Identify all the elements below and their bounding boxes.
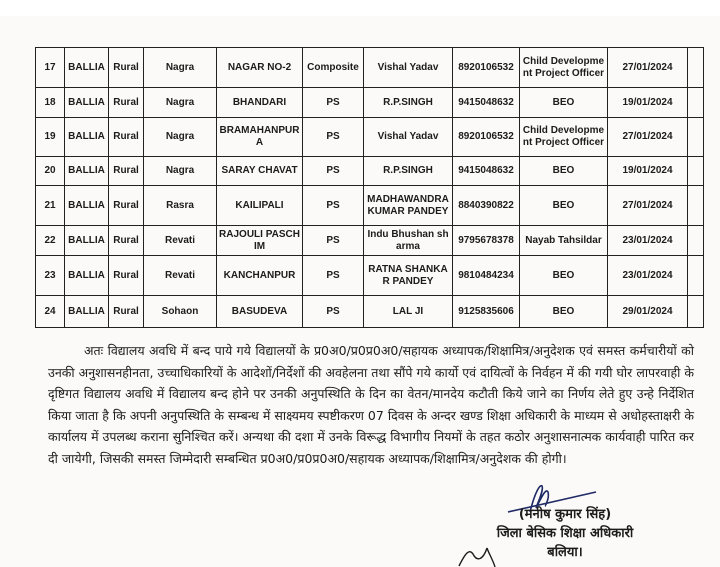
serial-cell: 17 [36,48,65,88]
area-cell: Rural [109,48,144,88]
table-row [36,157,704,186]
phone-cell: 8840390822 [453,186,520,226]
school-cell: KANCHANPUR [217,256,303,296]
school-cell: RAJOULI PASCHIM [217,226,303,256]
officer-cell: LAL JI [364,296,453,328]
date-cell: 23/01/2024 [608,256,688,296]
block-cell: Nagra [144,118,217,157]
serial-cell: 24 [36,296,65,328]
designation-cell: BEO [520,256,608,296]
table-row [36,118,704,157]
serial-cell: 22 [36,226,65,256]
school-cell: BHANDARI [217,88,303,118]
extra-cell [688,256,704,296]
district-cell: BALLIA [65,296,109,328]
officer-cell: RATNA SHANKAR PANDEY [364,256,453,296]
extra-cell [688,226,704,256]
district-cell: BALLIA [65,88,109,118]
area-cell: Rural [109,186,144,226]
closed-schools-table [35,47,704,328]
area-cell: Rural [109,296,144,328]
officer-cell: R.P.SINGH [364,88,453,118]
date-cell: 27/01/2024 [608,186,688,226]
phone-cell: 9415048632 [453,88,520,118]
date-cell: 23/01/2024 [608,226,688,256]
signature-block [480,505,650,562]
date-cell: 27/01/2024 [608,48,688,88]
block-cell: Revati [144,226,217,256]
extra-cell [688,118,704,157]
table-row [36,88,704,118]
date-cell: 19/01/2024 [608,157,688,186]
block-cell: Nagra [144,88,217,118]
block-cell: Revati [144,256,217,296]
serial-cell: 23 [36,256,65,296]
extra-cell [688,48,704,88]
signatory-name: (मनीष कुमार सिंह) [518,507,612,522]
school-type-cell: Composite [303,48,364,88]
designation-cell: Nayab Tahsildar [520,226,608,256]
area-cell: Rural [109,157,144,186]
block-cell: Nagra [144,157,217,186]
serial-cell: 21 [36,186,65,226]
school-type-cell: PS [303,157,364,186]
area-cell: Rural [109,118,144,157]
school-cell: NAGAR NO-2 [217,48,303,88]
date-cell: 29/01/2024 [608,296,688,328]
serial-cell: 20 [36,157,65,186]
table-row [36,256,704,296]
district-cell: BALLIA [65,186,109,226]
serial-cell: 18 [36,88,65,118]
district-cell: BALLIA [65,226,109,256]
phone-cell: 9810484234 [453,256,520,296]
designation-cell: BEO [520,296,608,328]
officer-cell: R.P.SINGH [364,157,453,186]
officer-cell: Vishal Yadav [364,48,453,88]
table-row [36,48,704,88]
area-cell: Rural [109,88,144,118]
school-cell: BRAMAHANPURA [217,118,303,157]
designation-cell: Child Development Project Officer [520,48,608,88]
signatory-place: बलिया। [547,545,583,560]
extra-cell [688,186,704,226]
officer-cell: Indu Bhushan sharma [364,226,453,256]
officer-cell: Vishal Yadav [364,118,453,157]
area-cell: Rural [109,226,144,256]
designation-cell: BEO [520,186,608,226]
phone-cell: 9125835606 [453,296,520,328]
date-cell: 19/01/2024 [608,88,688,118]
table-row [36,186,704,226]
top-bar [0,0,720,16]
designation-cell: BEO [520,88,608,118]
school-type-cell: PS [303,186,364,226]
school-type-cell: PS [303,118,364,157]
table-row [36,226,704,256]
extra-cell [688,157,704,186]
school-cell: KAILIPALI [217,186,303,226]
block-cell: Nagra [144,48,217,88]
phone-cell: 9795678378 [453,226,520,256]
block-cell: Sohaon [144,296,217,328]
designation-cell: BEO [520,157,608,186]
date-cell: 27/01/2024 [608,118,688,157]
school-type-cell: PS [303,296,364,328]
school-type-cell: PS [303,88,364,118]
area-cell: Rural [109,256,144,296]
extra-cell [688,296,704,328]
phone-cell: 9415048632 [453,157,520,186]
signatory-title: जिला बेसिक शिक्षा अधिकारी [496,526,634,541]
phone-cell: 8920106532 [453,118,520,157]
district-cell: BALLIA [65,48,109,88]
district-cell: BALLIA [65,256,109,296]
extra-cell [688,88,704,118]
officer-cell: MADHAWANDRA KUMAR PANDEY [364,186,453,226]
school-type-cell: PS [303,226,364,256]
table-row [36,296,704,328]
school-type-cell: PS [303,256,364,296]
designation-cell: Child Development Project Officer [520,118,608,157]
serial-cell: 19 [36,118,65,157]
school-cell: BASUDEVA [217,296,303,328]
school-cell: SARAY CHAVAT [217,157,303,186]
order-paragraph: अतः विद्यालय अवधि में बन्द पाये गये विद्यालयों के प्र0अ0/प्र0प्र0अ0/सहायक अध्यापक/शिक्षामित्र/अनुदेशक एवं समस्त कर्मचारीयों को उनकी अनुशासनहीनता, उच्चाधिकारियों के आदेशों/निर्देशों की अवहेलना तथा सौंपे गये कार्यो एवं दायित्वों के निर्वहन में की गयी घोर लापरवाही के दृष्टिगत विद्यालय अवधि में विद्यालय बन्द होने पर उनकी अनुपस्थिति के दिन का वेतन/मानदेय कटौती किये जाने का निर्णय लेते हुए उन्हे निर्देशित किया जाता है कि अपनी अनुपस्थिति के सम्बन्ध में साक्ष्यमय स्पष्टीकरण 07 दिवस के अन्दर खण्ड शिक्षा अधिकारी के माध्यम से अधोहस्ताक्षरी के कार्यालय में उपलब्ध कराना सुनिश्चित करें। अन्यथा की दशा में उनके विरूद्ध विभागीय नियमों के तहत कठोर अनुशासनात्मक कार्यवाही पारित कर दी जायेगी, जिसकी समस्त जिम्मेदारी सम्बन्धित प्र0अ0/प्र0प्र0अ0/सहायक अध्यापक/शिक्षामित्र/अनुदेशक की होगी। [48,343,694,466]
district-cell: BALLIA [65,118,109,157]
phone-cell: 8920106532 [453,48,520,88]
block-cell: Rasra [144,186,217,226]
district-cell: BALLIA [65,157,109,186]
